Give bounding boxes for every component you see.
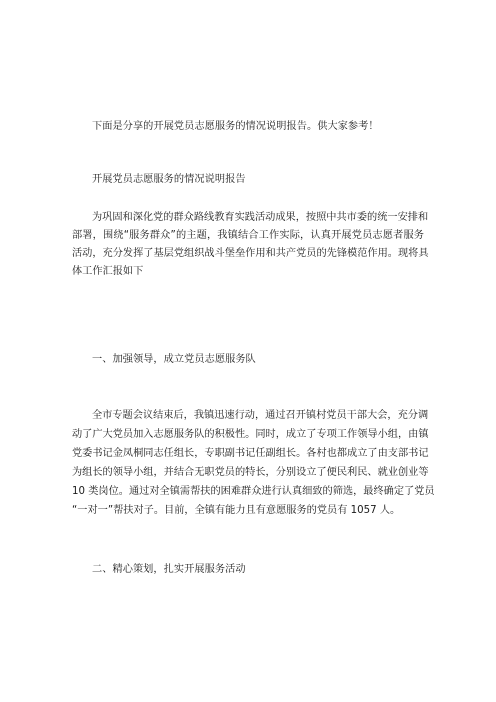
paragraph-line: 体工作汇报如下 (72, 266, 144, 277)
paragraph-line: 为组长的领导小组，并结合无职党员的特长，分别设立了便民利民、就业创业等 (72, 467, 429, 478)
paragraph-line: 部署，围绕“服务群众”的主题，我镇结合工作实际，认真开展党员志愿者服务 (72, 230, 424, 241)
paragraph-line: 党委书记金凤桐同志任组长，专职副书记任副组长。各村也都成立了由支部书记 (72, 448, 429, 459)
paragraph-line: 动了广大党员加入志愿服务队的积极性。同时，成立了专项工作领导小组，由镇 (72, 429, 429, 440)
paragraph-line: 为巩固和深化党的群众路线教育实践活动成果，按照中共市委的统一安排和 (92, 212, 429, 223)
section-heading-1: 一、加强领导，成立党员志愿服务队 (92, 354, 256, 365)
intro-text: 下面是分享的开展党员志愿服务的情况说明报告。供大家参考！ (92, 121, 379, 132)
paragraph-line: “一对一”帮扶对子。目前，全镇有能力且有意愿服务的党员有 1057 人。 (72, 505, 401, 516)
section-heading-2: 二、精心策划，扎实开展服务活动 (92, 564, 246, 575)
paragraph-line: 全市专题会议结束后，我镇迅速行动，通过召开镇村党员干部大会，充分调 (92, 410, 429, 421)
paragraph-line: 活动，充分发挥了基层党组织战斗堡垒作用和共产党员的先锋模范作用。现将具 (72, 248, 429, 259)
report-title: 开展党员志愿服务的情况说明报告 (92, 174, 246, 185)
paragraph-line: 10 类岗位。通过对全镇需帮扶的困难群众进行认真细致的筛选，最终确定了党员 (72, 486, 435, 497)
